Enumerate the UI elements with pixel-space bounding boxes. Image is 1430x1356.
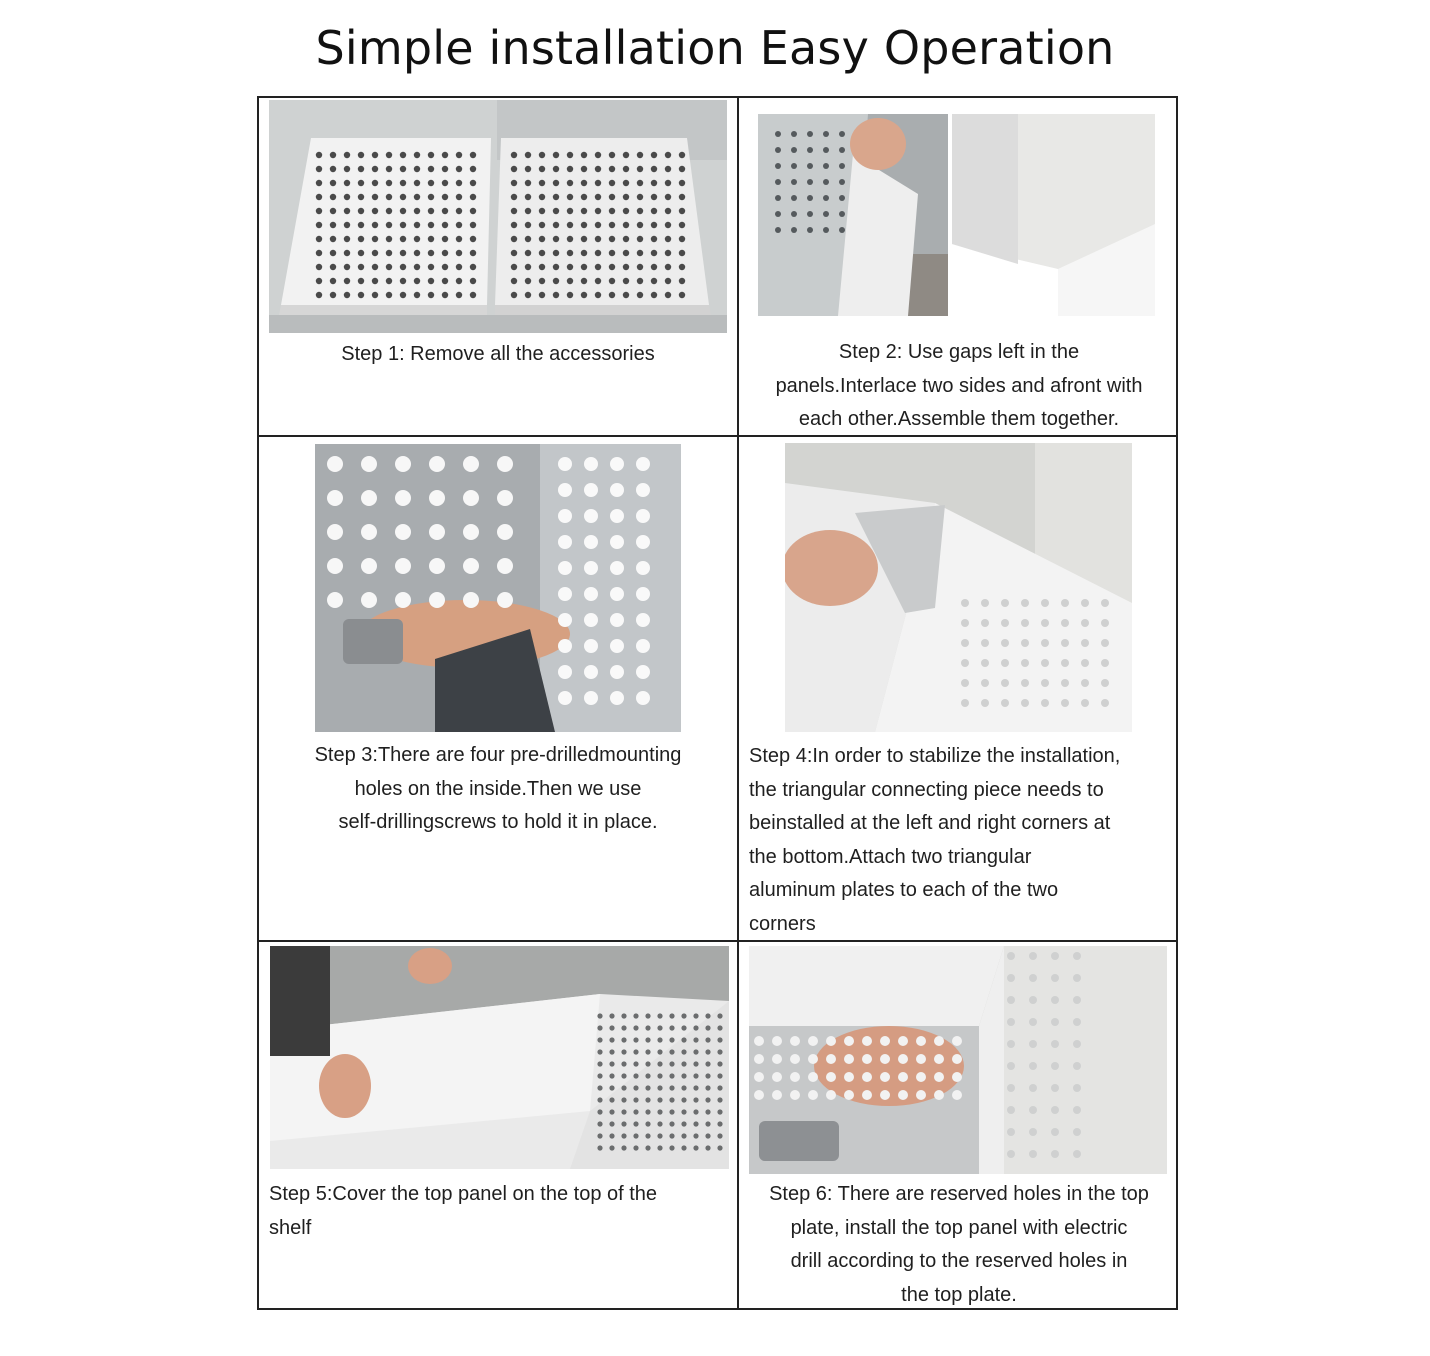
step-6-caption: Step 6: There are reserved holes in the top plate, install the top panel with electric drill according to the reserved holes in the top plate.: [769, 1183, 1149, 1306]
step-4-caption: Step 4:In order to stabilize the installation, the triangular connecting piece needs to beinstalled at the left and right corners at the bottom.Attach two triangular aluminum plates to each of the two corners: [749, 745, 1121, 935]
grid-divider-vertical: [737, 98, 739, 1308]
step-2-photo: [758, 114, 1155, 316]
top-panel-cover-icon: [270, 946, 729, 1169]
instruction-grid: [257, 96, 1178, 1310]
drilling-screws-icon: [315, 444, 681, 732]
step-5-photo: [270, 946, 729, 1169]
step-5-caption: Step 5:Cover the top panel on the top of the shelf: [269, 1183, 658, 1239]
page-title: Simple installation Easy Operation: [315, 21, 1115, 75]
step-3-caption: Step 3:There are four pre-drilledmounting holes on the inside.Then we use self-drillingscrews to hold it in place.: [314, 744, 682, 833]
step-4-photo: [785, 443, 1132, 732]
perforated-panels-icon: [269, 100, 727, 333]
step-3-photo: [315, 444, 681, 732]
step-1-photo: [269, 100, 727, 333]
panel-interlace-icon: [758, 114, 1155, 316]
electric-drill-icon: [749, 946, 1167, 1174]
step-2-caption: Step 2: Use gaps left in the panels.Interlace two sides and afront with each other.Assemble them together.: [775, 341, 1143, 430]
step-6-photo: [749, 946, 1167, 1174]
triangle-plate-icon: [785, 443, 1132, 732]
step-1-caption: Step 1: Remove all the accessories: [341, 343, 655, 365]
